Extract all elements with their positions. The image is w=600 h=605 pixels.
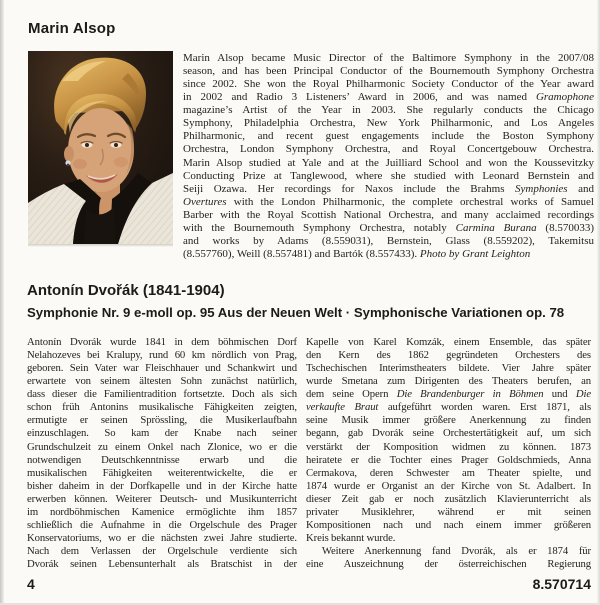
text-line: Overtures with the London Philharmonic, the complete orchestral works of Samuel — [183, 195, 594, 208]
program-notes-column-right — [306, 336, 591, 571]
text-line: Konservatoriums, wo er die nächsten zwei Jahre studierte. — [27, 531, 297, 544]
text-line: Marin Alsop became Music Director of the Baltimore Symphony in the 2007/08 — [183, 52, 594, 64]
catalog-number: 8.570714 — [532, 576, 591, 592]
text-line: Marin Alsop studied at Yale and at the Juilliard School and won the Koussevitzky — [183, 156, 594, 169]
text-line: Nelahozeves bei Kralupy, rund 60 km nördlich von Prag, — [27, 349, 297, 362]
text-line: Tschechischen Interimstheaters bildete. Vier Jahre später — [306, 362, 591, 375]
text-line: Antonín Dvorák wurde 1841 in dem böhmischen Dorf — [27, 336, 297, 348]
page-number: 4 — [27, 576, 35, 592]
portrait-illustration — [28, 51, 173, 244]
text-line: geboren. Sein Vater war Fleischhauer und Schankwirt und — [27, 362, 297, 375]
text-line: schließlich die Aufnahme in die Orgelschule des Prager — [27, 518, 297, 531]
text-line: and works by Adams (8.559031), Bernstein, Glass (8.559202), Takemitsu — [183, 234, 594, 247]
text-line: erwartete von seinem ältesten Sohn zunächst natürlich, — [27, 375, 297, 388]
text-line: Dvorák seinen Lebensunterhalt als Bratschist in der — [27, 558, 297, 571]
text-line: musikalischen Fähigkeiten weiterentwickelte, die er — [27, 466, 297, 479]
text-line: bisher daheim in der Dorfkapelle und in der Kirche hatte — [27, 479, 297, 492]
text-line: Cermakova, deren Schwester am Theater spielte, und — [306, 466, 591, 479]
text-line: begann, gab Dvorák seine Orchestertätigkeit auf, um sich — [306, 427, 591, 440]
text-line: since 2002. She won the Royal Philharmonic Society Conductor of the Year award — [183, 78, 594, 91]
text-line: Grundschulzeit zu einem Onkel nach Zlonice, wo er die — [27, 440, 297, 453]
text-line: verstärkt der Komposition widmen zu können. 1873 — [306, 440, 591, 453]
text-line: heiratete er die Tochter eines Prager Goldschmieds, Anna — [306, 453, 591, 466]
text-line: Weitere Anerkennung fand Dvorák, als er 1874 für — [306, 545, 591, 557]
text-line: verkaufte Braut aufgeführt worden waren. Erst 1871, als — [306, 401, 591, 414]
page-edge-shadow-left — [0, 0, 4, 605]
text-line: 1874 wurde er Organist an der Kirche von St. Adalbert. In — [306, 479, 591, 492]
text-line: dass dieser die Familientradition fortsetzte. Doch als sich — [27, 388, 297, 401]
text-line: dem seine Opern Die Brandenburger in Böhmen und Die — [306, 388, 591, 401]
text-line: erwerben können. Weiterer Deutsch- und Musikunterricht — [27, 492, 297, 505]
text-line: in 2002 and Radio 3 Listeners’ Award in 2006, and was named Gramophone — [183, 91, 594, 104]
text-line: Kapelle von Karel Komzák, einem Ensemble, das später — [306, 336, 591, 348]
artist-biography — [183, 52, 594, 261]
work-title-heading: Symphonie Nr. 9 e-moll op. 95 Aus der Neuen Welt · Symphonische Variationen op. 78 — [27, 305, 565, 320]
text-line: Symphony, Philadelphia Orchestra, New York Philharmonic, and Los Angeles — [183, 117, 594, 130]
text-line: Orchestra, London Symphony Orchestra, and Royal Concertgebouw Orchestra. — [183, 143, 594, 156]
text-line: magazine’s Artist of the Year in 2003. She regularly conducts the Chicago — [183, 104, 594, 117]
text-line: (8.557760), Weill (8.557481) and Bartók (8.557433). Photo by Grant Leighton — [183, 247, 531, 260]
text-line: with the Bournemouth Symphony Orchestra, notably Carmina Burana (8.570033) — [183, 221, 594, 234]
text-line: ermutigte er seinen Sprössling, die Musikerlaufbahn — [27, 414, 297, 427]
text-line: Barber with the Royal Scottish National Orchestra, and many acclaimed recordings — [183, 208, 594, 221]
text-line: im nordböhmischen Kamenice ermöglichte ihm 1857 — [27, 505, 297, 518]
text-line: dieser Zeit gab er noch zusätzlich Klavierunterricht als — [306, 492, 591, 505]
text-line: Seiji Ozawa. Her recordings for Naxos include the Brahms Symphonies and — [183, 182, 594, 195]
text-line: notwendigen Deutschkenntnisse erwarb und die — [27, 453, 297, 466]
artist-photo — [28, 51, 173, 244]
text-line: schon früh Antonins musikalische Fähigkeiten zeigten, — [27, 401, 297, 414]
text-line: seine Musik immer größere Anerkennung zu finden — [306, 414, 591, 427]
page-footer — [27, 576, 591, 592]
text-line: Nach dem Verlassen der Orgelschule verdiente sich — [27, 545, 297, 557]
artist-name-heading: Marin Alsop — [28, 20, 116, 37]
text-line: Kompositionen nach und nach einem immer größeren — [306, 518, 591, 531]
text-line: Conducting Prize at Tanglewood, where she studied with Leonard Bernstein and — [183, 169, 594, 182]
text-line: einzuschlagen. So kam der Knabe nach seiner — [27, 427, 297, 440]
text-line: privater Musiklehrer, während er mit seinen — [306, 505, 591, 518]
text-line: season, and has been Principal Conductor of the Bournemouth Symphony Orchestra — [183, 65, 594, 78]
photo-drop-shadow — [28, 244, 173, 247]
text-line: den Kern des 1862 gegründeten Orchesters des — [306, 349, 591, 362]
text-line: wurde Smetana zum Dirigenten des Theaters berufen, an — [306, 375, 591, 388]
text-line: Philharmonic, and recent guest engagements include the Boston Symphony — [183, 130, 594, 143]
composer-heading: Antonín Dvořák (1841-1904) — [27, 282, 225, 299]
program-notes-column-left — [27, 336, 297, 571]
text-line: Kreis bekannt wurde. — [306, 531, 396, 544]
text-line: eine Auszeichnung der österreichischen Regierung — [306, 558, 591, 571]
